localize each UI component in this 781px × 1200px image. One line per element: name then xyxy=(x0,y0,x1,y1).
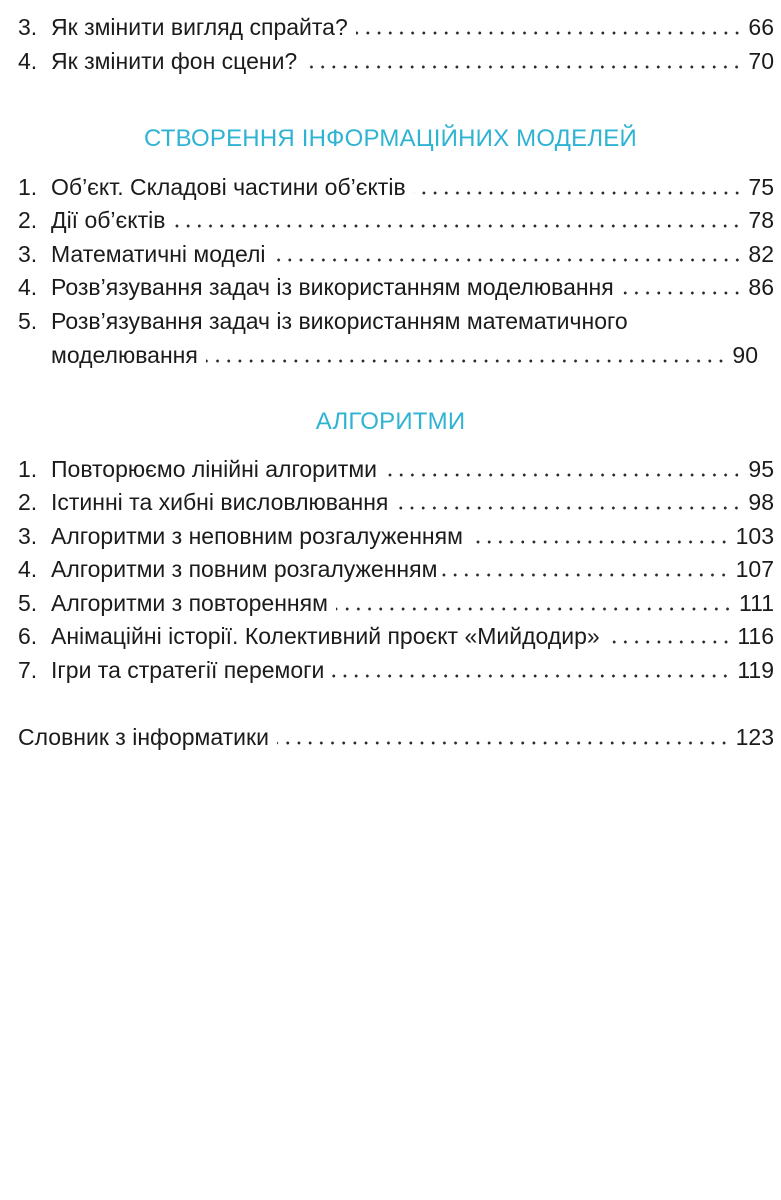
entry-title: Анімаційні історії. Колективний проєкт «Мийдодир» xyxy=(51,623,600,649)
toc-entry[interactable] xyxy=(18,302,774,336)
toc-entry[interactable] xyxy=(18,617,774,651)
entry-number: 4. xyxy=(18,274,38,300)
entry-title: Розв’язування задач із використанням моделювання xyxy=(51,274,614,300)
entry-title-continuation: моделювання xyxy=(51,342,198,368)
section-heading-algorithms: АЛГОРИТМИ xyxy=(315,408,466,435)
dot-leader xyxy=(305,65,742,69)
entry-number: 6. xyxy=(18,623,38,649)
toc-entry[interactable] xyxy=(18,483,774,517)
entry-page-number: 98 xyxy=(748,489,774,515)
entry-number: 2. xyxy=(18,207,38,233)
toc-entry[interactable] xyxy=(18,235,774,269)
entry-page-number: 86 xyxy=(748,274,774,300)
entry-page-number: 103 xyxy=(735,523,774,549)
dot-leader xyxy=(332,674,731,678)
entry-number: 5. xyxy=(18,590,38,616)
entry-page-number: 119 xyxy=(737,657,774,683)
dot-leader xyxy=(336,607,733,611)
section-heading-information-models: СТВОРЕННЯ ІНФОРМАЦІЙНИХ МОДЕЛЕЙ xyxy=(144,125,637,152)
dot-leader xyxy=(277,741,730,745)
dot-leader xyxy=(441,573,729,577)
toc-entry-glossary[interactable] xyxy=(18,718,774,752)
entry-title: Повторюємо лінійні алгоритми xyxy=(51,456,377,482)
entry-page-number: 90 xyxy=(732,342,758,368)
entry-number: 5. xyxy=(18,308,38,334)
entry-page-number: 107 xyxy=(735,556,774,582)
entry-title: Ігри та стратегії перемоги xyxy=(51,657,325,683)
entry-number: 2. xyxy=(18,489,38,515)
entry-title: Алгоритми з неповним розгалуженням xyxy=(51,523,463,549)
dot-leader xyxy=(274,258,743,262)
entry-page-number: 66 xyxy=(748,14,774,40)
entry-title: Алгоритми з повторенням xyxy=(51,590,328,616)
toc-entry[interactable] xyxy=(18,8,774,42)
toc-entry[interactable] xyxy=(18,517,774,551)
toc-entry[interactable] xyxy=(18,268,774,302)
entry-title: Математичні моделі xyxy=(51,241,266,267)
entry-page-number: 82 xyxy=(748,241,774,267)
entry-number: 7. xyxy=(18,657,38,683)
entry-page-number: 123 xyxy=(735,724,774,750)
entry-number: 4. xyxy=(18,48,38,74)
entry-title: Як змінити фон сцени? xyxy=(51,48,298,74)
entry-title: Дії об’єктів xyxy=(51,207,166,233)
dot-leader xyxy=(206,359,727,363)
dot-leader xyxy=(471,540,730,544)
entry-page-number: 111 xyxy=(739,590,774,616)
entry-title: Алгоритми з повним розгалуженням xyxy=(51,556,438,582)
entry-page-number: 78 xyxy=(748,207,774,233)
toc-entry[interactable] xyxy=(18,42,774,76)
toc-entry[interactable] xyxy=(18,584,774,618)
entry-number: 1. xyxy=(18,456,38,482)
entry-page-number: 95 xyxy=(748,456,774,482)
dot-leader xyxy=(608,640,732,644)
toc-entry[interactable] xyxy=(18,651,774,685)
dot-leader xyxy=(396,506,742,510)
entry-title: Як змінити вигляд спрайта? xyxy=(51,14,348,40)
entry-number: 1. xyxy=(18,174,38,200)
toc-entry-continuation[interactable] xyxy=(51,336,758,370)
entry-title: Об’єкт. Складові частини об’єктів xyxy=(51,174,406,200)
dot-leader xyxy=(173,224,742,228)
dot-leader xyxy=(414,191,743,195)
entry-number: 3. xyxy=(18,241,38,267)
entry-number: 3. xyxy=(18,14,38,40)
toc-entry[interactable] xyxy=(18,550,774,584)
toc-entry[interactable] xyxy=(18,168,774,202)
dot-leader xyxy=(618,291,743,295)
entry-page-number: 75 xyxy=(748,174,774,200)
entry-number: 3. xyxy=(18,523,38,549)
dot-leader xyxy=(356,31,743,35)
entry-title: Словник з інформатики xyxy=(18,724,269,750)
entry-number: 4. xyxy=(18,556,38,582)
dot-leader xyxy=(385,473,742,477)
entry-page-number: 116 xyxy=(737,623,774,649)
entry-title: Істинні та хибні висловлювання xyxy=(51,489,389,515)
toc-entry[interactable] xyxy=(18,450,774,484)
entry-page-number: 70 xyxy=(748,48,774,74)
entry-title: Розв’язування задач із використанням математичного xyxy=(51,308,628,334)
toc-entry[interactable] xyxy=(18,201,774,235)
